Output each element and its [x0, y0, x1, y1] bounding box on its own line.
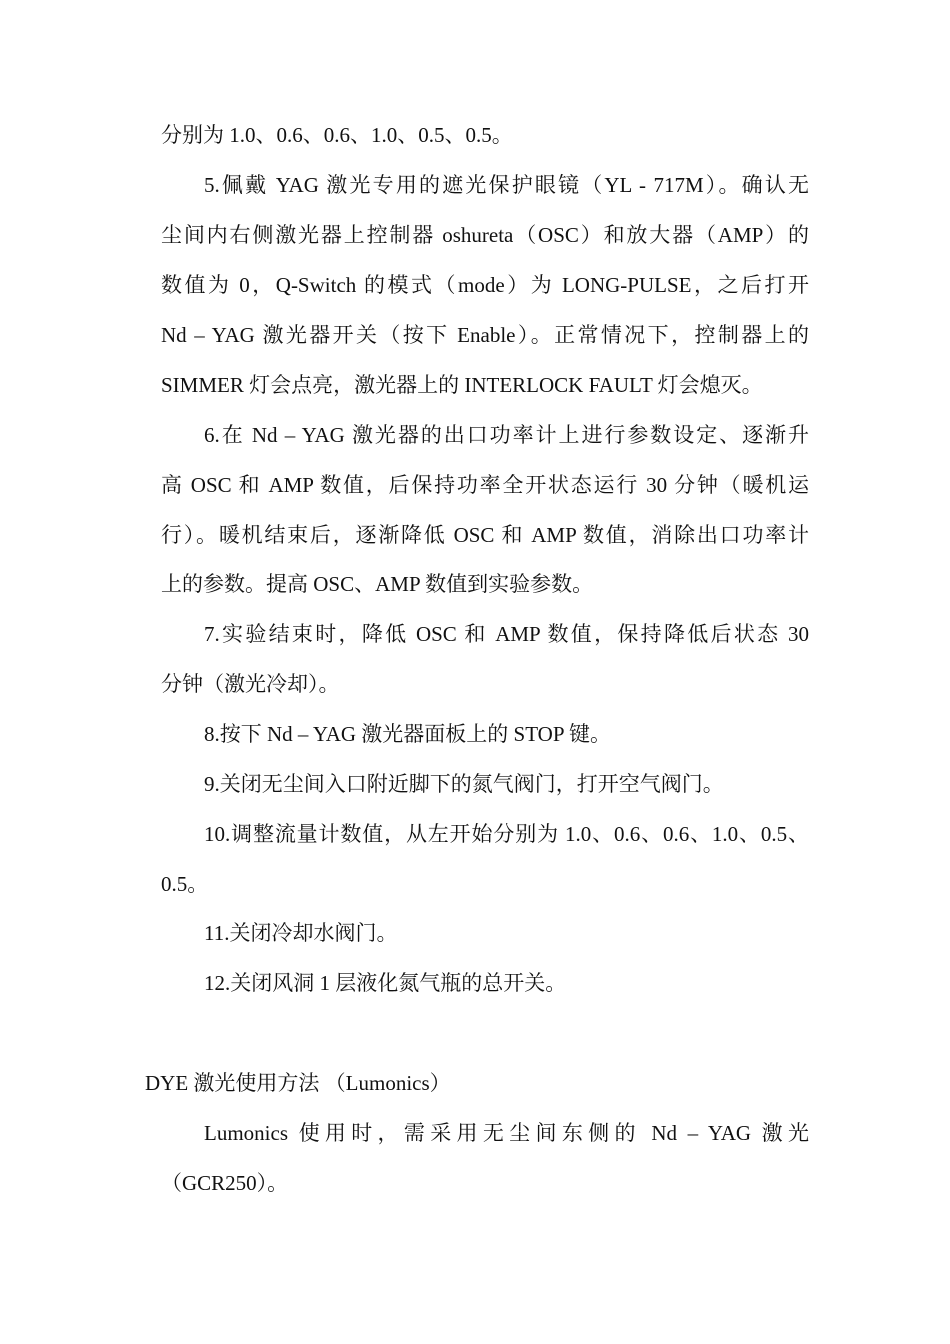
step-5-line-1: 5.佩戴 YAG 激光专用的遮光保护眼镜（YL - 717M）。确认无	[204, 173, 809, 197]
step-6-line-3: 行）。暖机结束后，逐渐降低 OSC 和 AMP 数值，消除出口功率计	[161, 523, 809, 547]
step-6-line-2: 高 OSC 和 AMP 数值，后保持功率全开状态运行 30 分钟（暖机运	[161, 473, 809, 497]
step-9: 9.关闭无尘间入口附近脚下的氮气阀门，打开空气阀门。	[204, 772, 724, 796]
step-11: 11.关闭冷却水阀门。	[204, 921, 398, 945]
step-5-line-4: Nd – YAG 激光器开关（按下 Enable）。正常情况下，控制器上的	[161, 323, 809, 347]
text-line-1: 分别为 1.0、0.6、0.6、1.0、0.5、0.5。	[161, 123, 513, 147]
step-5-line-3: 数值为 0，Q-Switch 的模式（mode）为 LONG-PULSE，之后打开	[161, 273, 809, 297]
step-8: 8.按下 Nd – YAG 激光器面板上的 STOP 键。	[204, 722, 611, 746]
step-7-line-2: 分钟（激光冷却）。	[161, 672, 340, 696]
section-heading: DYE 激光使用方法 （Lumonics）	[145, 1071, 451, 1095]
step-6-line-4: 上的参数。提高 OSC、AMP 数值到实验参数。	[161, 572, 594, 596]
step-5-line-5: SIMMER 灯会点亮，激光器上的 INTERLOCK FAULT 灯会熄灭。	[161, 373, 763, 397]
step-6-line-1: 6.在 Nd – YAG 激光器的出口功率计上进行参数设定、逐渐升	[204, 423, 809, 447]
step-12: 12.关闭风洞 1 层液化氮气瓶的总开关。	[204, 971, 567, 995]
step-7-line-1: 7.实验结束时，降低 OSC 和 AMP 数值，保持降低后状态 30	[204, 622, 809, 646]
section-paragraph-line-2: （GCR250）。	[161, 1171, 289, 1195]
section-paragraph-line-1: Lumonics 使用时，需采用无尘间东侧的 Nd – YAG 激光	[204, 1121, 809, 1145]
step-10-line-2: 0.5。	[161, 872, 209, 896]
step-10-line-1: 10.调整流量计数值，从左开始分别为 1.0、0.6、0.6、1.0、0.5、	[204, 822, 809, 846]
step-5-line-2: 尘间内右侧激光器上控制器 oshureta（OSC）和放大器（AMP）的	[161, 223, 809, 247]
